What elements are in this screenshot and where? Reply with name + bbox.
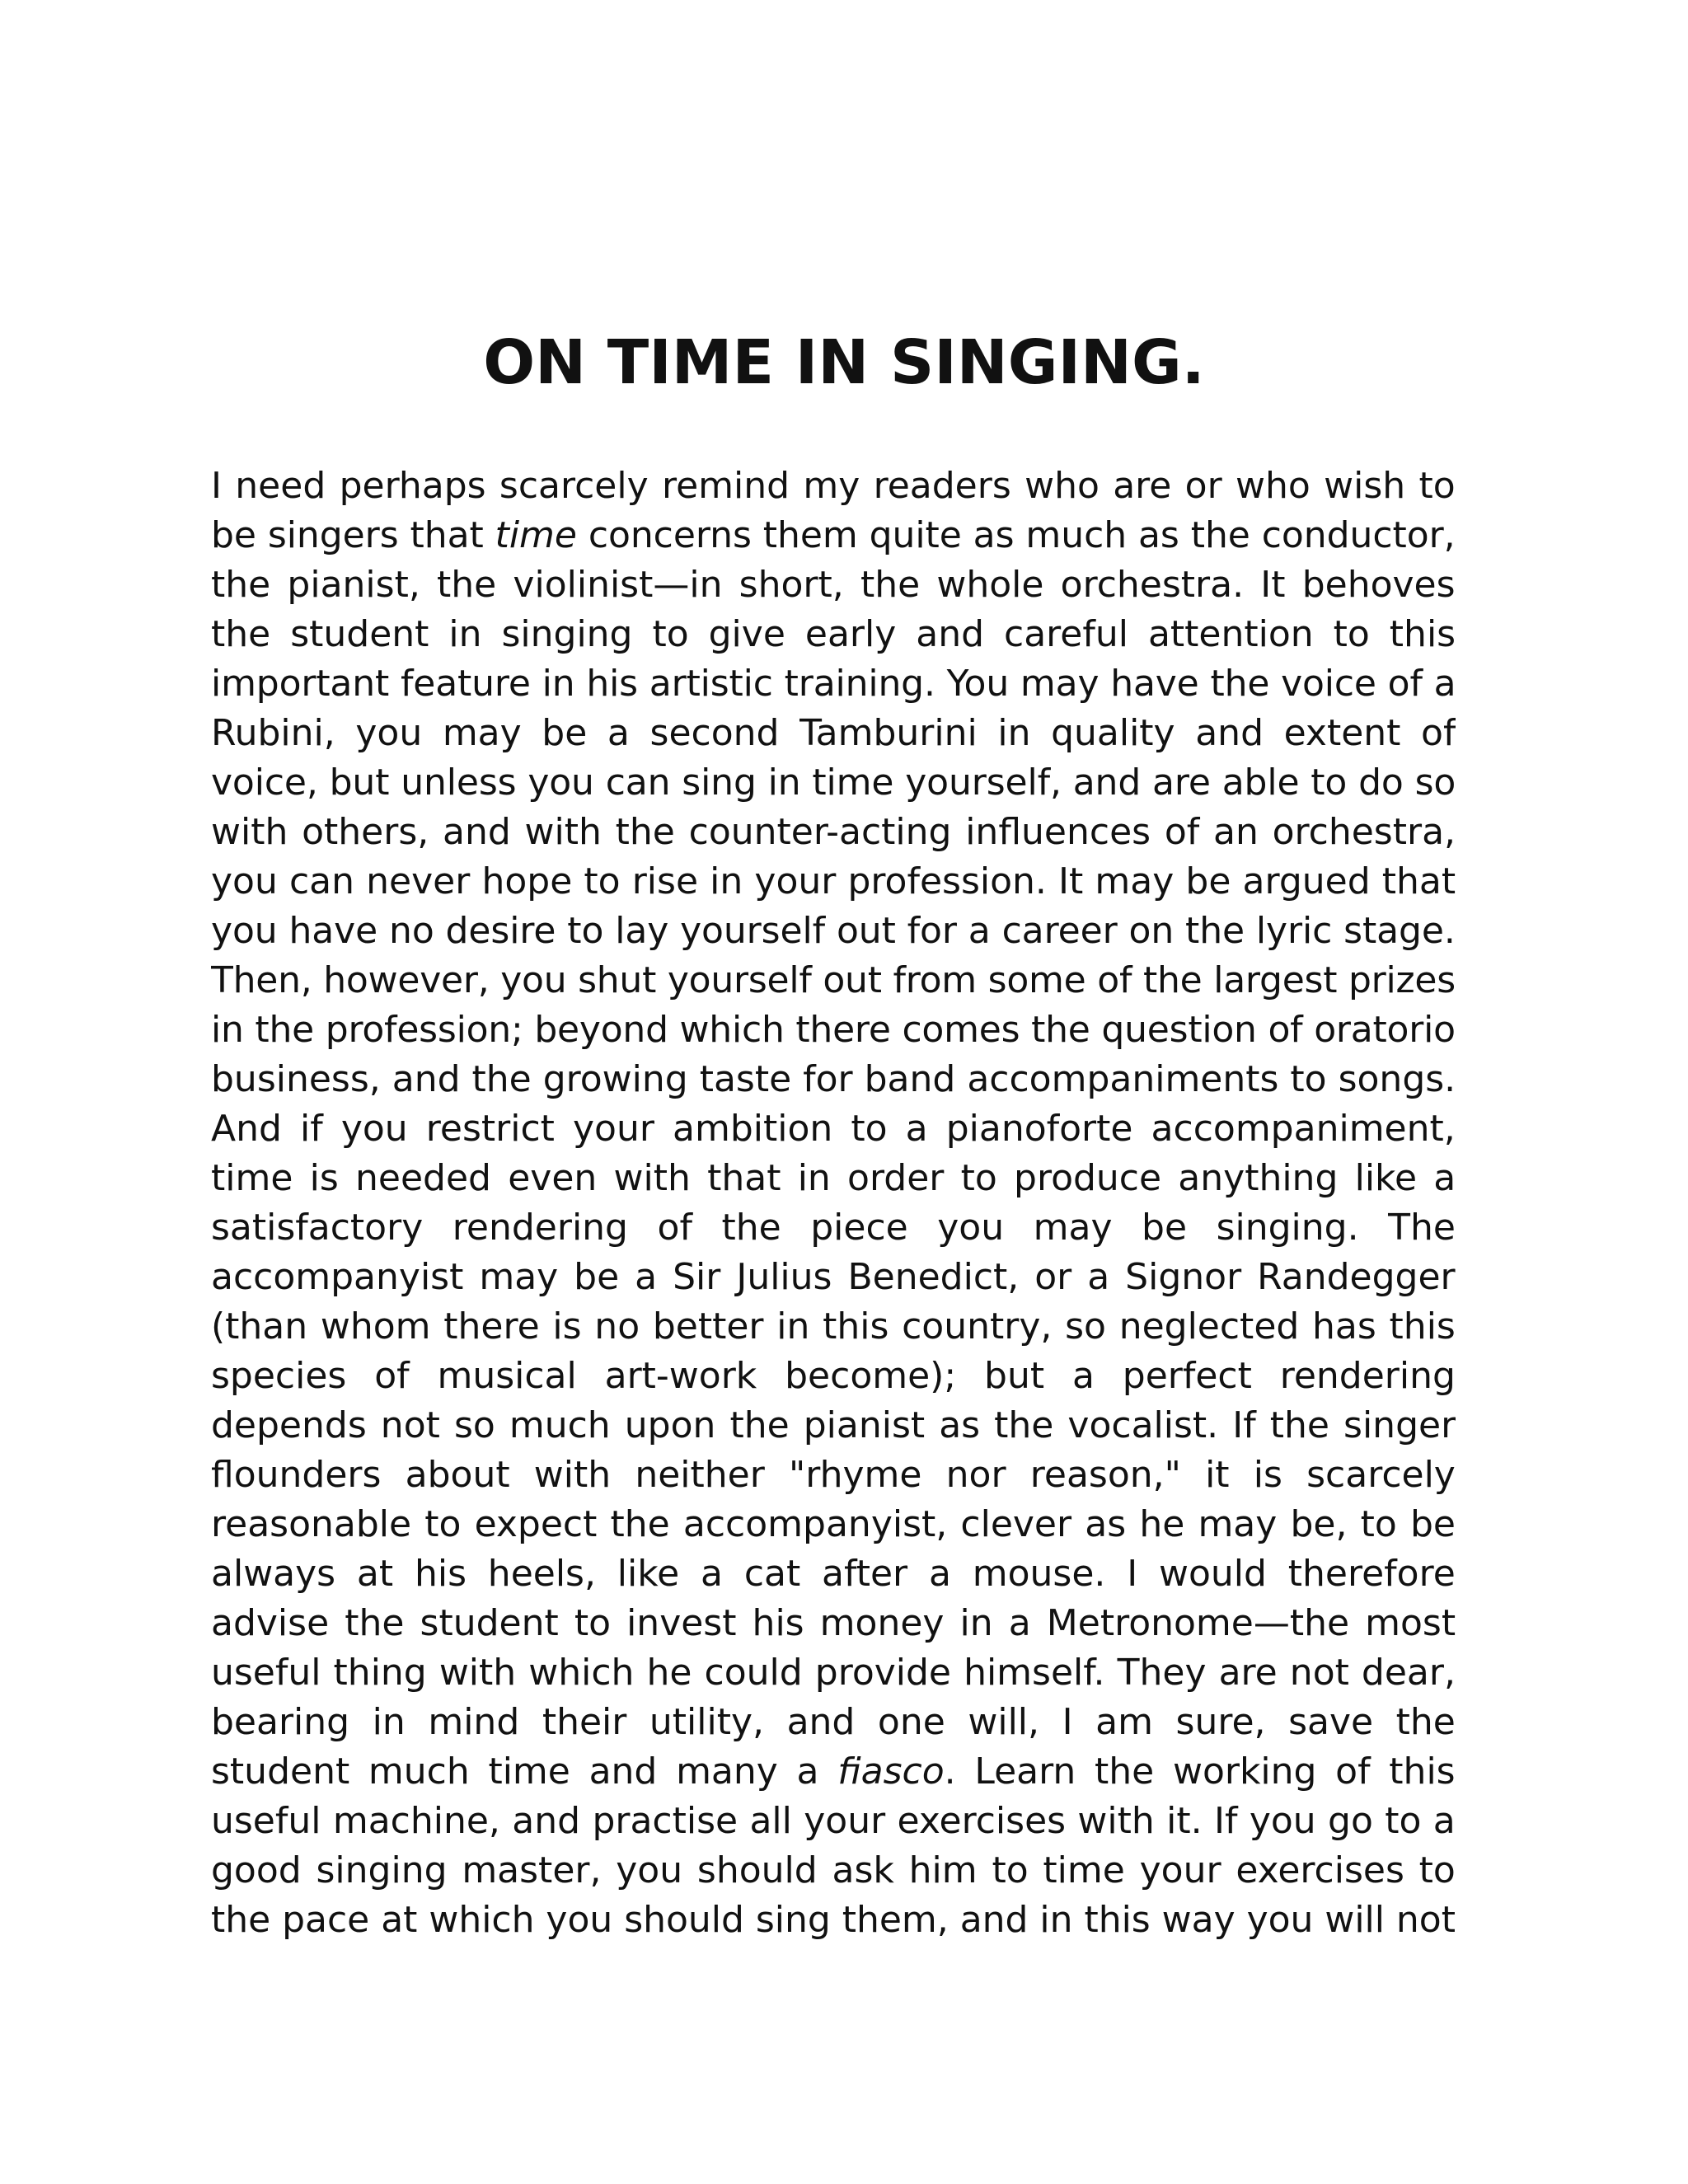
text-line [211,1055,1456,1104]
text-run: student much time and many a [211,1750,838,1793]
text-run: be singers that [211,514,495,556]
text-run: useful thing with which he could provide himself. They are not dear, [211,1652,1456,1694]
text-line [211,659,1456,709]
text-run: I need perhaps scarcely remind my readers who are or who wish to [211,465,1456,507]
text-line [211,560,1456,610]
text-run: advise the student to invest his money in a Metronome—the most [211,1602,1456,1644]
text-line [211,511,1456,560]
text-run: important feature in his artistic training. You may have the voice of a [211,663,1456,705]
text-line [211,1352,1456,1401]
text-run: species of musical art-work become); but a perfect rendering [211,1355,1456,1397]
text-run: satisfactory rendering of the piece you may be singing. The [211,1207,1456,1249]
text-run: (than whom there is no better in this country, so neglected has this [211,1305,1456,1347]
text-line [211,1846,1456,1896]
chapter-title: ON TIME IN SINGING. [483,327,1205,398]
text-run: with others, and with the counter-acting influences of an orchestra, [211,811,1456,853]
text-line [211,1005,1456,1055]
text-run: flounders about with neither "rhyme nor reason," it is scarcely [211,1454,1456,1496]
italic-text-run: time [495,514,577,556]
text-run: always at his heels, like a cat after a mouse. I would therefore [211,1553,1456,1595]
text-line [211,808,1456,857]
text-line [211,1253,1456,1302]
text-line [211,1797,1456,1846]
text-run: in the profession; beyond which there comes the question of oratorio [211,1009,1456,1051]
body-paragraph [211,462,1456,1945]
text-line [211,1104,1456,1154]
text-run: Then, however, you shut yourself out from some of the largest prizes [211,959,1456,1001]
text-line [211,1203,1456,1253]
text-line [211,1302,1456,1352]
text-line [211,1599,1456,1648]
text-line [211,709,1456,758]
text-run: bearing in mind their utility, and one will, I am sure, save the [211,1701,1456,1743]
text-run: reasonable to expect the accompanyist, clever as he may be, to be [211,1503,1456,1545]
text-line [211,1451,1456,1500]
text-line [211,956,1456,1005]
text-line [211,1401,1456,1451]
text-run: And if you restrict your ambition to a pianoforte accompaniment, [211,1108,1456,1150]
text-line [211,610,1456,659]
text-run: concerns them quite as much as the conductor, [576,514,1456,556]
text-run: time is needed even with that in order to produce anything like a [211,1157,1456,1199]
text-run: voice, but unless you can sing in time yourself, and are able to do so [211,762,1456,804]
text-run: you have no desire to lay yourself out for a career on the lyric stage. [211,910,1456,952]
text-line [211,462,1456,511]
italic-text-run: fiasco [837,1750,945,1793]
text-line [211,1154,1456,1203]
text-line [211,1698,1456,1747]
text-run: Rubini, you may be a second Tamburini in quality and extent of [211,712,1456,754]
text-run: the student in singing to give early and careful attention to this [211,613,1456,655]
text-run: useful machine, and practise all your exercises with it. If you go to a [211,1800,1456,1842]
text-run: accompanyist may be a Sir Julius Benedict, or a Signor Randegger [211,1256,1456,1298]
text-run: business, and the growing taste for band accompaniments to songs. [211,1058,1456,1100]
text-run: the pianist, the violinist—in short, the whole orchestra. It behoves [211,564,1456,606]
text-run: the pace at which you should sing them, and in this way you will not [211,1899,1456,1941]
text-run: you can never hope to rise in your profession. It may be argued that [211,860,1456,902]
text-run: good singing master, you should ask him to time your exercises to [211,1849,1456,1891]
text-run: . Learn the working of this [944,1750,1456,1793]
text-line [211,907,1456,956]
text-line [211,1500,1456,1549]
text-line [211,1896,1456,1945]
text-line [211,857,1456,907]
text-line [211,1549,1456,1599]
text-line [211,758,1456,808]
text-line [211,1747,1456,1797]
text-line [211,1648,1456,1698]
text-run: depends not so much upon the pianist as the vocalist. If the singer [211,1404,1456,1446]
